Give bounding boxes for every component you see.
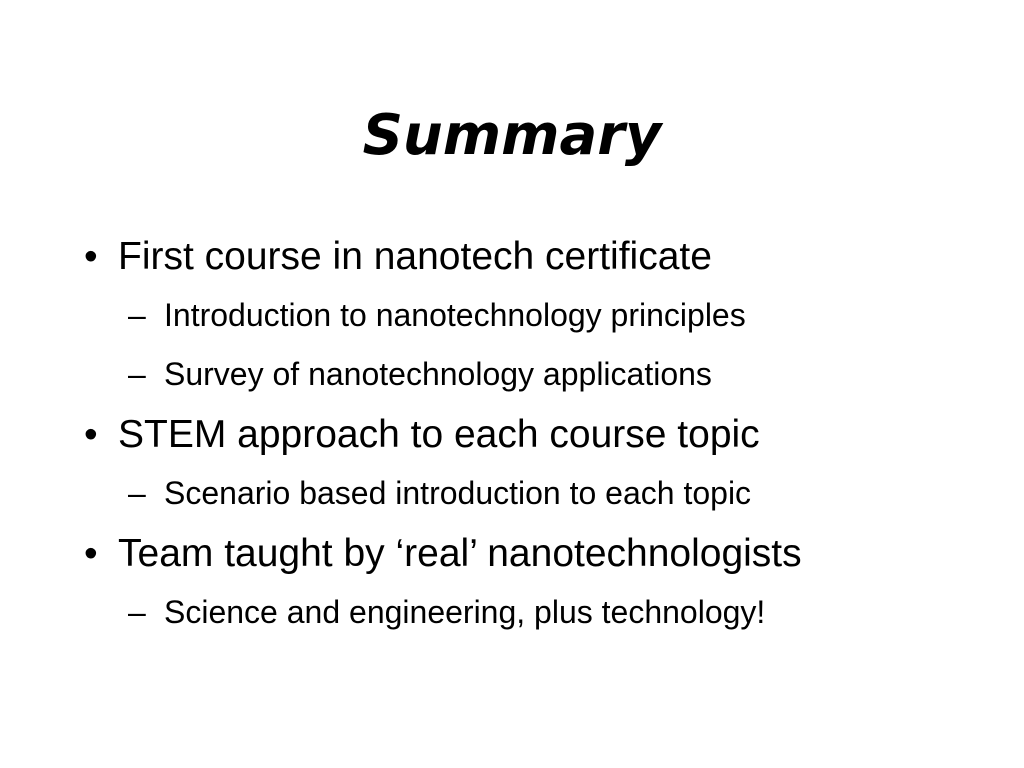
- bullet-text: First course in nanotech certificate: [118, 235, 712, 278]
- sub-bullet-text: Scenario based introduction to each topic: [164, 475, 752, 511]
- bullet-item: [80, 525, 1000, 583]
- sub-bullet-item: [80, 345, 1000, 404]
- sub-bullet-item: [80, 464, 1000, 523]
- sub-bullet-text: Survey of nanotechnology applications: [164, 356, 712, 392]
- sub-bullet-list: [80, 464, 1000, 523]
- bullet-text: Team taught by ‘real’ nanotechnologists: [118, 532, 802, 575]
- sub-bullet-item: [80, 583, 1000, 642]
- sub-bullet-list: [80, 583, 1000, 642]
- sub-bullet-marker: –: [128, 594, 146, 630]
- sub-bullet-list: [80, 286, 1000, 404]
- sub-bullet-marker: –: [128, 356, 146, 392]
- sub-bullet-marker: –: [128, 475, 146, 511]
- bullet-marker: •: [84, 235, 98, 278]
- sub-bullet-item: [80, 286, 1000, 345]
- bullet-marker: •: [84, 413, 98, 456]
- sub-bullet-text: Science and engineering, plus technology!: [164, 594, 766, 630]
- sub-bullet-marker: –: [128, 297, 146, 333]
- bullet-text: STEM approach to each course topic: [118, 413, 760, 456]
- bullet-list: [80, 228, 1000, 644]
- bullet-item: [80, 228, 1000, 286]
- sub-bullet-text: Introduction to nanotechnology principles: [164, 297, 746, 333]
- bullet-item: [80, 406, 1000, 464]
- slide-title: Summary: [362, 103, 662, 168]
- bullet-marker: •: [84, 532, 98, 575]
